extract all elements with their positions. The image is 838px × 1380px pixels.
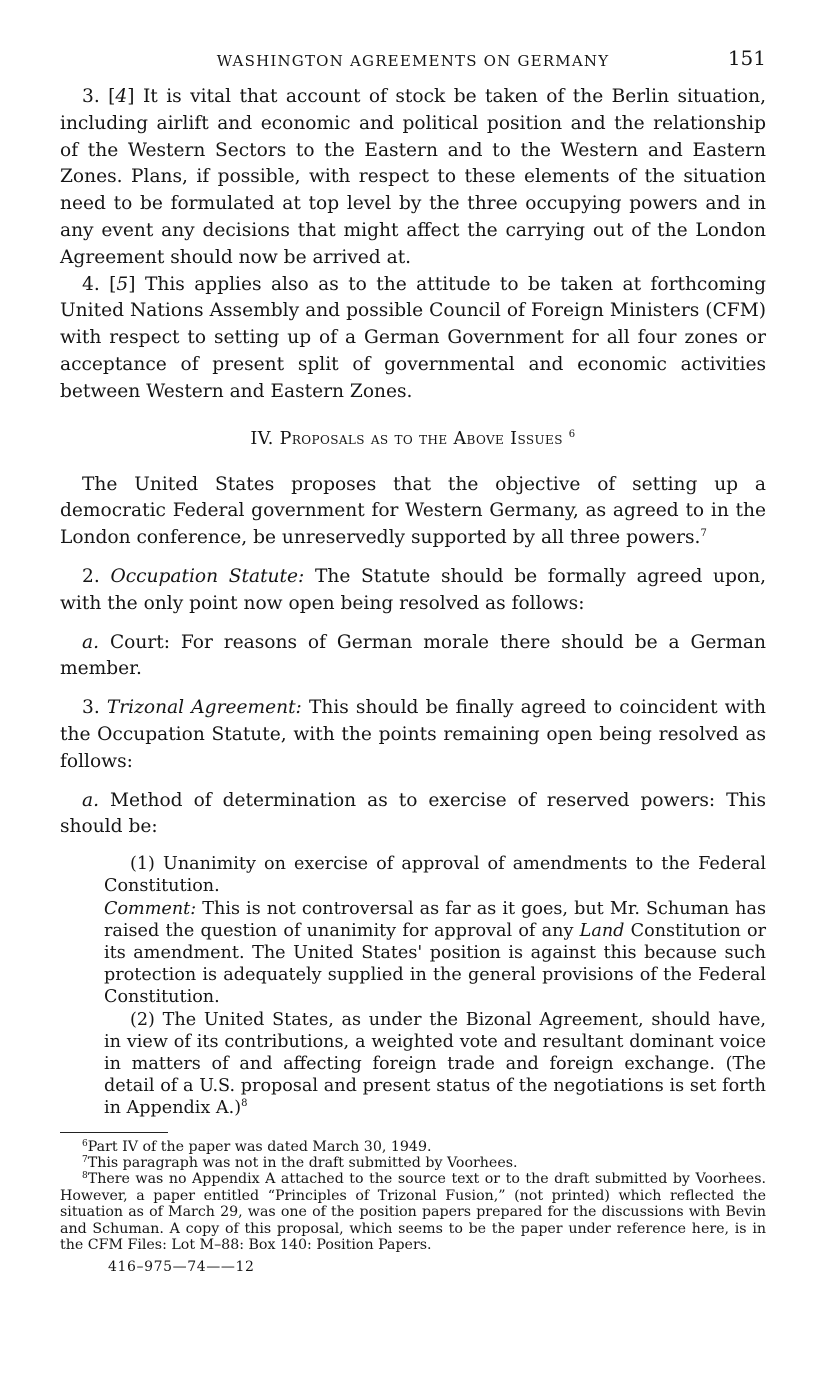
comment-text-start: This is not controversal as far as it goes, but Mr. Schuman has raised the question of unanimity for approval of any — [104, 898, 766, 941]
item-2a-letter: a. — [82, 631, 99, 653]
comment-land-term: Land — [579, 920, 625, 941]
printing-code: 416–975—74——12 — [108, 1259, 255, 1276]
section-heading-text: IV. Proposals as to the Above Issues — [250, 428, 563, 449]
footnote-6-text: Part IV of the paper was dated March 30, 1949. — [87, 1138, 432, 1155]
page-number: 151 — [727, 46, 766, 70]
item-3-number: 3. — [82, 697, 100, 719]
subitem-1 — [104, 853, 766, 897]
item-3-trizonal-agreement — [60, 695, 766, 775]
footnote-7-text: This paragraph was not in the draft submitted by Voorhees. — [87, 1154, 518, 1171]
footnotes — [60, 1139, 766, 1254]
paragraph-4 — [60, 272, 766, 406]
item-2-title: Occupation Statute: — [110, 565, 305, 587]
item-3-title: Trizonal Agreement: — [106, 697, 302, 719]
section-heading — [60, 426, 766, 452]
running-header — [60, 44, 766, 84]
paragraph-3-text: ] It is vital that account of stock be taken of the Berlin situation, including airlift and economic and political position and the relationship of the Western Sectors to the Eastern and to the Western and Eastern Zones. Plans, if possible, with respect to these elements of the situation need to be formulated at top level by the three occupying powers and in any event any decisions that might affect the carrying out of the London Agreement should now be arrived at. — [60, 86, 766, 268]
paragraph-3 — [60, 84, 766, 272]
subitem-2-text: (2) The United States, as under the Bizonal Agreement, should have, in view of its contributions, a weighted vote and resultant dominant voice in matters of and affecting foreign trade and foreign exchange. (The detail of a U.S. proposal and present status of the negotiations is set forth in Appendix A.) — [104, 1009, 766, 1119]
item-3a-letter: a. — [82, 789, 99, 811]
comment-paragraph — [104, 898, 766, 1009]
paragraph-3-number: 3. [ — [82, 86, 116, 107]
footnote-ref-6: 6 — [568, 428, 576, 440]
footnote-6 — [60, 1139, 766, 1155]
intro-text: The United States proposes that the objective of setting up a democratic Federal government for Western Germany, as agreed to in the London conference, be unreservedly supported by all three powers. — [60, 473, 766, 549]
item-2-number: 2. — [82, 565, 100, 587]
paragraph-4-original-number: 5 — [116, 273, 129, 295]
nested-subitems — [104, 853, 766, 1119]
footnote-7 — [60, 1155, 766, 1171]
footnote-ref-7: 7 — [700, 528, 707, 540]
paragraph-4-text: ] This applies also as to the attitude to be taken at forthcoming United Nations Assembly and possible Council of Foreign Ministers (CFM) with respect to setting up of a German Government for all four zones or acceptance of present split of governmental and economic activities between Western and Eastern Zones. — [60, 273, 766, 402]
comment-text-end: Constitution or its amendment. The United States' position is against this because such protection is adequately supplied in the general provisions of the Federal Constitution. — [104, 920, 766, 1008]
running-title: WASHINGTON AGREEMENTS ON GERMANY — [216, 52, 610, 70]
comment-label: Comment: — [104, 898, 197, 919]
footnote-8-marker: 8 — [82, 1171, 88, 1182]
footnote-7-marker: 7 — [82, 1154, 88, 1165]
item-3-text: This should be finally agreed to coincident with the Occupation Statute, with the points remaining open being resolved as follows: — [60, 697, 766, 772]
footnote-8-text: There was no Appendix A attached to the source text or to the draft submitted by Voorhees. However, a paper entitled “Principles of Trizonal Fusion,” (not printed) which reflected the situation as of March 29, was one of the position papers prepared for the discussions with Bevin and Schuman. A copy of this proposal, which seems to be the paper under reference here, is in the CFM Files: Lot M–88: Box 140: Position Papers. — [60, 1171, 766, 1253]
subitem-1-text: (1) Unanimity on exercise of approval of amendments to the Federal Constitution. — [104, 854, 766, 897]
item-2-text: The Statute should be formally agreed upon, with the only point now open being resolved as follows: — [60, 565, 767, 614]
footnote-8 — [60, 1171, 766, 1253]
paragraph-4-number: 4. [ — [82, 273, 117, 295]
item-2a-court — [60, 630, 766, 684]
item-3a-text: Method of determination as to exercise of reserved powers: This should be: — [60, 789, 767, 838]
item-2-occupation-statute — [60, 564, 766, 618]
document-page — [60, 44, 766, 1275]
subitem-2 — [104, 1009, 766, 1120]
paragraph-3-original-number: 4 — [115, 86, 128, 107]
item-2a-text: Court: For reasons of German morale there should be a German member. — [60, 631, 766, 680]
footnote-divider — [60, 1132, 168, 1133]
footnote-6-marker: 6 — [82, 1138, 88, 1149]
intro-paragraph — [60, 472, 766, 552]
footnote-ref-8: 8 — [241, 1098, 248, 1110]
item-3a-method — [60, 788, 766, 842]
